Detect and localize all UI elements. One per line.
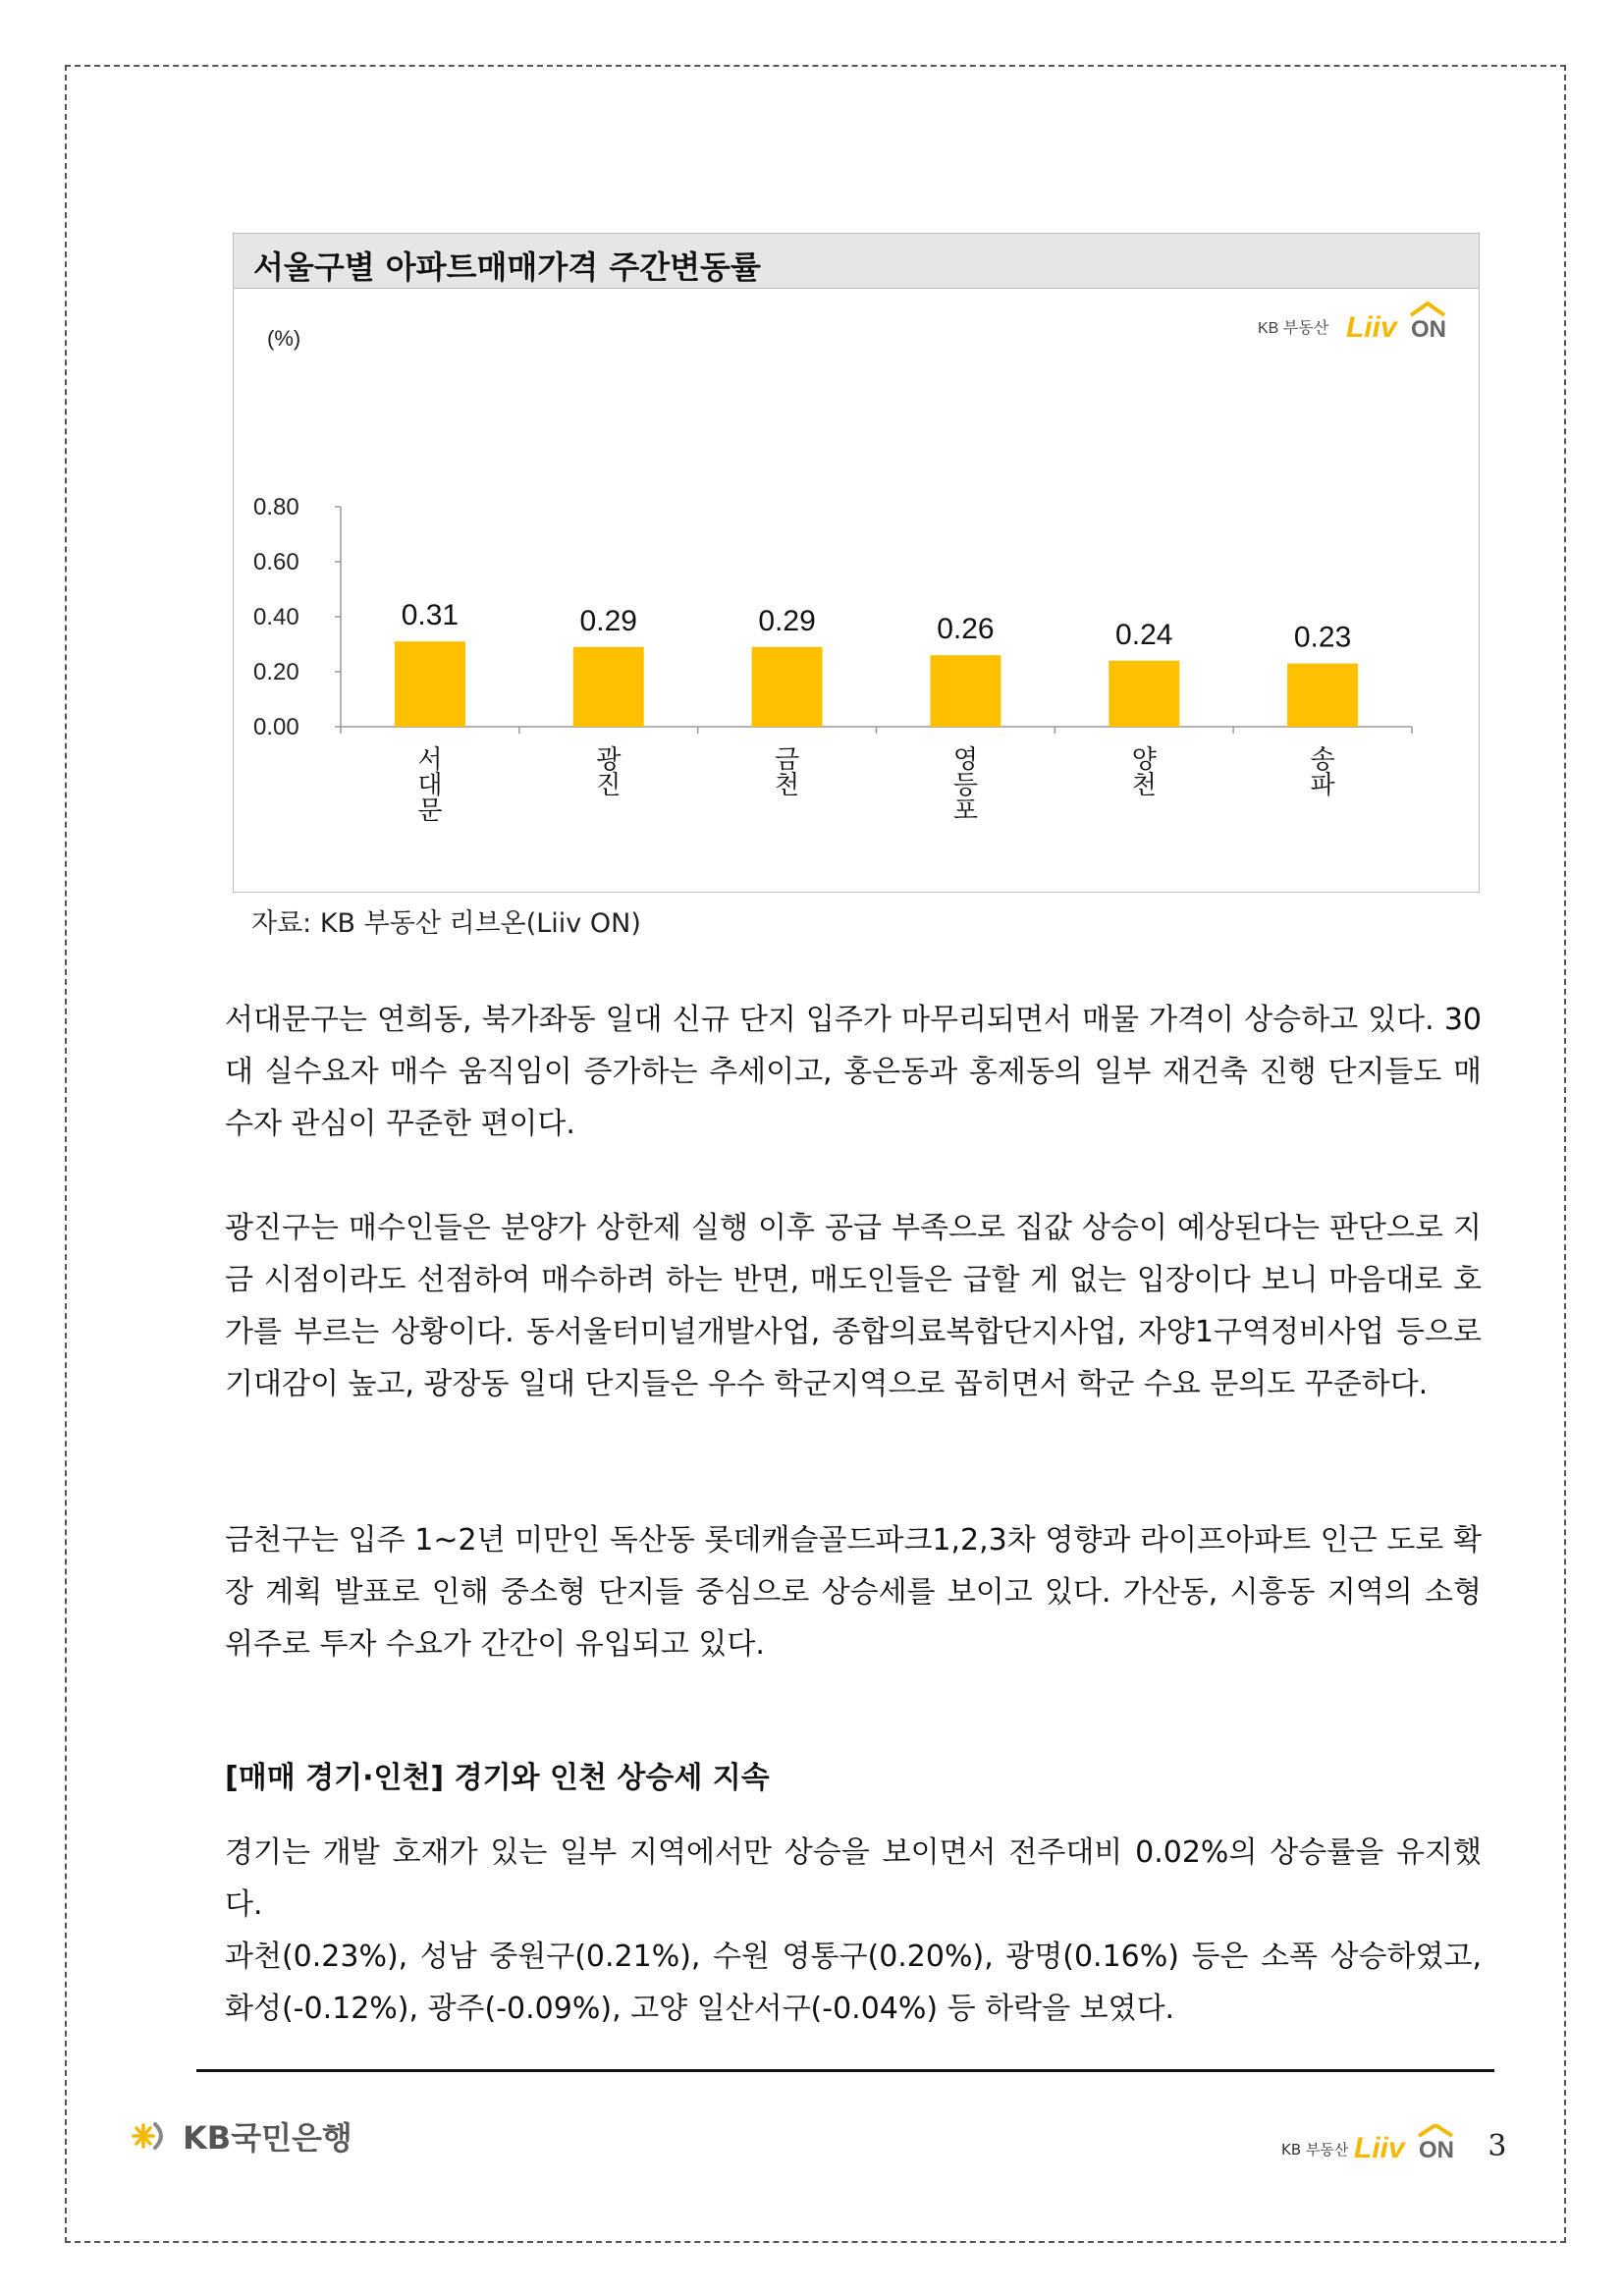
- paragraph-gwangjin: 광진구는 매수인들은 분양가 상한제 실행 이후 공급 부족으로 집값 상승이 예상된다는 판단으로 지금 시점이라도 선점하여 매수하려 하는 반면, 매도인들은 급할 게 없는 입장이다 보니 마음대로 호가를 부르는 상황이다. 동서울터미널개발사업, 종합의료복합단지사업, 자양1구역정비사업 등으로 기대감이 높고, 광장동 일대 단지들은 우수 학군지역으로 꼽히면서 학군 수요 문의도 꾸준하다.: [225, 1211, 1482, 1401]
- x-category-label: 영 등 포: [952, 745, 978, 826]
- brand-small-text: KB 부동산: [1258, 320, 1329, 337]
- svg-text:Liiv: Liiv: [1354, 2132, 1406, 2163]
- paragraph-seodaemun: 서대문구는 연희동, 북가좌동 일대 신규 단지 입주가 마무리되면서 매물 가격이 상승하고 있다. 30대 실수요자 매수 움직임이 증가하는 추세이고, 홍은동과 홍제동의 일부 재건축 진행 단지들도 매수자 관심이 꾸준한 편이다.: [225, 1003, 1482, 1141]
- kb-bank-logo-text: KB국민은행: [183, 2119, 352, 2157]
- svg-text:Liiv: Liiv: [1346, 311, 1397, 344]
- liiv-on-logo: [1258, 303, 1446, 344]
- chart-source: 자료: KB 부동산 리브온(Liiv ON): [251, 908, 641, 939]
- paragraph-regional-rates: 과천(0.23%), 성남 중원구(0.21%), 수원 영통구(0.20%), 광명(0.16%) 등은 소폭 상승하였고, 화성(-0.12%), 광주(-0.09%), 고양 일산서구(-0.04%) 등 하락을 보였다.: [225, 1940, 1482, 2026]
- footer-rule: [196, 2069, 1494, 2072]
- page-number: 3: [1488, 2129, 1507, 2163]
- bar-value-label: 0.29: [579, 604, 637, 637]
- bar-value-label: 0.24: [1115, 618, 1173, 651]
- y-axis-unit: (%): [267, 326, 301, 351]
- bar-chart: [234, 289, 1481, 894]
- bar-3: [752, 647, 823, 727]
- chart-title: 서울구별 아파트매매가격 주간변동률: [253, 248, 761, 286]
- chart-title-bar: [234, 234, 1479, 289]
- bar-value-label: 0.26: [937, 613, 995, 646]
- kb-star-icon: [128, 2116, 177, 2156]
- x-category-label: 서 대 문: [417, 745, 443, 826]
- y-tick-label: 0.40: [253, 604, 299, 630]
- bar-4: [930, 655, 1001, 727]
- liiv-on-mark: [1346, 303, 1446, 344]
- bar-6: [1287, 664, 1358, 727]
- bar-value-label: 0.29: [758, 604, 816, 637]
- x-category-label: 광 진: [596, 745, 622, 800]
- bar-value-label: 0.31: [401, 599, 460, 632]
- bar-5: [1109, 661, 1179, 727]
- section-heading: [매매 경기·인천] 경기와 인천 상승세 지속: [225, 1761, 770, 1795]
- chart-container: [233, 233, 1480, 893]
- svg-text:ON: ON: [1419, 2137, 1455, 2163]
- svg-text:ON: ON: [1411, 316, 1446, 343]
- paragraph-gyeonggi: 경기는 개발 호재가 있는 일부 지역에서만 상승을 보이면서 전주대비 0.02%의 상승률을 유지했다.: [225, 1835, 1482, 1922]
- footer-brand-small: KB 부동산: [1281, 2141, 1349, 2159]
- bar-2: [573, 647, 644, 727]
- y-tick-label: 0.80: [253, 494, 299, 520]
- footer-liiv-on-logo: [1354, 2124, 1484, 2163]
- x-category-label: 금 천: [775, 745, 800, 800]
- kb-bank-logo: [128, 2113, 352, 2159]
- bar-1: [395, 641, 465, 727]
- y-tick-label: 0.00: [253, 714, 299, 740]
- y-tick-label: 0.20: [253, 659, 299, 685]
- bar-value-label: 0.23: [1293, 621, 1352, 654]
- paragraph-geumcheon: 금천구는 입주 1~2년 미만인 독산동 롯데캐슬골드파크1,2,3차 영향과 라이프아파트 인근 도로 확장 계획 발표로 인해 중소형 단지들 중심으로 상승세를 보이고 있다. 가산동, 시흥동 지역의 소형 위주로 투자 수요가 간간이 유입되고 있다.: [225, 1523, 1482, 1662]
- x-category-label: 송 파: [1310, 745, 1335, 800]
- footer-brand: [1281, 2124, 1506, 2163]
- x-category-label: 양 천: [1131, 745, 1157, 800]
- y-tick-label: 0.60: [253, 549, 299, 575]
